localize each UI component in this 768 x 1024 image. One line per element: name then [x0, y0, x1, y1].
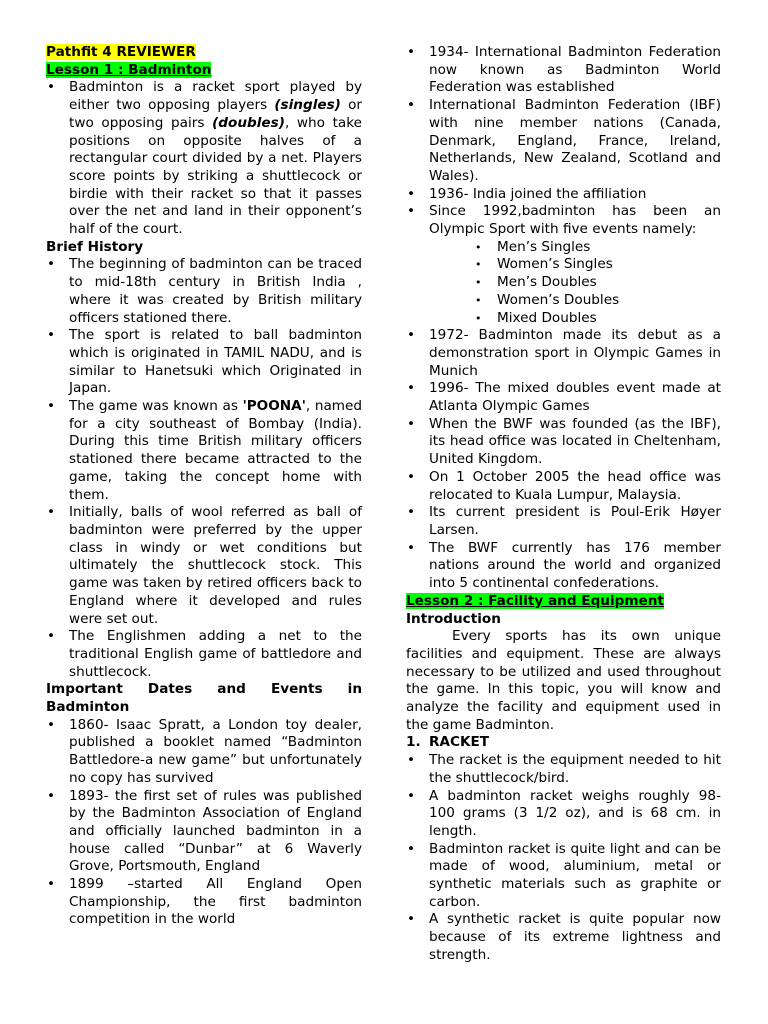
event-item: • Mixed Doubles	[497, 310, 721, 328]
racket-heading: 1. RACKET	[406, 734, 490, 751]
list-item: • The game was known as 'POONA', named for a city southeast of Bombay (India). During this time British military officers stationed there became attracted to the game, taking the concept home with them.	[46, 398, 362, 504]
singles-term: (singles)	[274, 97, 341, 114]
dates-list-left	[46, 717, 362, 929]
racket-list	[406, 752, 721, 964]
introduction-paragraph: Every sports has its own unique facilities and equipment. These are always necessary to be utilized and used throughout the game. In this topic, you will know and analyze the facility and equipment used in the game Badminton.	[406, 628, 721, 733]
lesson1-heading: Lesson 1 : Badminton	[46, 61, 212, 78]
dates-heading: Important Dates and Events in Badminton	[46, 681, 362, 716]
list-item: • Badminton racket is quite light and can be made of wood, aluminium, metal or synthetic materials such as graphite or carbon.	[406, 841, 721, 912]
list-item: • Its current president is Poul-Erik Høyer Larsen.	[406, 504, 721, 539]
list-item: • 1972- Badminton made its debut as a demonstration sport in Olympic Games in Munich	[406, 327, 721, 380]
event-item: • Men’s Doubles	[497, 274, 721, 292]
history-list	[46, 256, 362, 681]
list-item: • 1899 –started All England Open Championship, the first badminton competition in the world	[46, 876, 362, 929]
left-column	[46, 44, 362, 929]
list-item: • The racket is the equipment needed to hit the shuttlecock/bird.	[406, 752, 721, 787]
list-item: • 1934- International Badminton Federation now known as Badminton World Federation was established	[406, 44, 721, 97]
list-item: • 1860- Isaac Spratt, a London toy dealer, published a booklet named “Badminton Battledore-a new game” but unfortunately no copy has survived	[46, 717, 362, 788]
list-item: • International Badminton Federation (IBF) with nine member nations (Canada, Denmark, England, France, Ireland, Netherlands, New Zealand, Scotland and Wales).	[406, 97, 721, 186]
list-item: • On 1 October 2005 the head office was relocated to Kuala Lumpur, Malaysia.	[406, 469, 721, 504]
list-item: • 1996- The mixed doubles event made at Atlanta Olympic Games	[406, 380, 721, 415]
poona-term: 'POONA'	[242, 398, 306, 415]
list-item: • Badminton is a racket sport played by either two opposing players (singles) or two opposing pairs (doubles), who take positions on opposite halves of a rectangular court divided by a net. Players score points by striking a shuttlecock or birdie with their racket so that it passes over the net and land in their opponent’s half of the court.	[46, 79, 362, 238]
history-heading: Brief History	[46, 238, 144, 255]
right-column	[406, 44, 721, 965]
doubles-term: (doubles)	[212, 114, 285, 131]
list-item: • The sport is related to ball badminton which is originated in TAMIL NADU, and is similar to Hanetsuki which Originated in Japan.	[46, 327, 362, 398]
document-title: Pathfit 4 REVIEWER	[46, 44, 196, 60]
list-item: • Initially, balls of wool referred as ball of badminton were preferred by the upper class in windy or wet conditions but ultimately the shuttlecock stock. This game was taken by retired officers back to England where it developed and rules were set out.	[46, 504, 362, 628]
introduction-heading: Introduction	[406, 610, 501, 627]
list-item: • 1936- India joined the affiliation	[406, 186, 721, 204]
event-item: • Women’s Singles	[497, 256, 721, 274]
dates-list-right	[406, 44, 721, 593]
event-item: • Women’s Doubles	[497, 292, 721, 310]
list-item: • Since 1992,badminton has been an Olympic Sport with five events namely: • Men’s Singles • Women’s Singles • Men’s Doubles • Women’s Doubles • Mixed Doubles	[406, 203, 721, 327]
olympic-events-list	[429, 239, 721, 328]
list-item: • When the BWF was founded (as the IBF), its head office was located in Cheltenham, United Kingdom.	[406, 416, 721, 469]
list-item: • A synthetic racket is quite popular now because of its extreme lightness and strength.	[406, 911, 721, 964]
list-item: • 1893- the first set of rules was published by the Badminton Association of England and officially launched badminton in a house called “Dunbar” at 6 Waverly Grove, Portsmouth, England	[46, 788, 362, 877]
lesson1-intro-list	[46, 79, 362, 238]
list-item: • A badminton racket weighs roughly 98-100 grams (3 1/2 oz), and is 68 cm. in length.	[406, 788, 721, 841]
list-item: • The beginning of badminton can be traced to mid-18th century in British India , where it was created by British military officers stationed there.	[46, 256, 362, 327]
list-item: • The Englishmen adding a net to the traditional English game of battledore and shuttlecock.	[46, 628, 362, 681]
event-item: • Men’s Singles	[497, 239, 721, 257]
lesson2-heading: Lesson 2 : Facility and Equipment	[406, 592, 664, 609]
list-item: • The BWF currently has 176 member nations around the world and organized into 5 continental confederations.	[406, 540, 721, 593]
